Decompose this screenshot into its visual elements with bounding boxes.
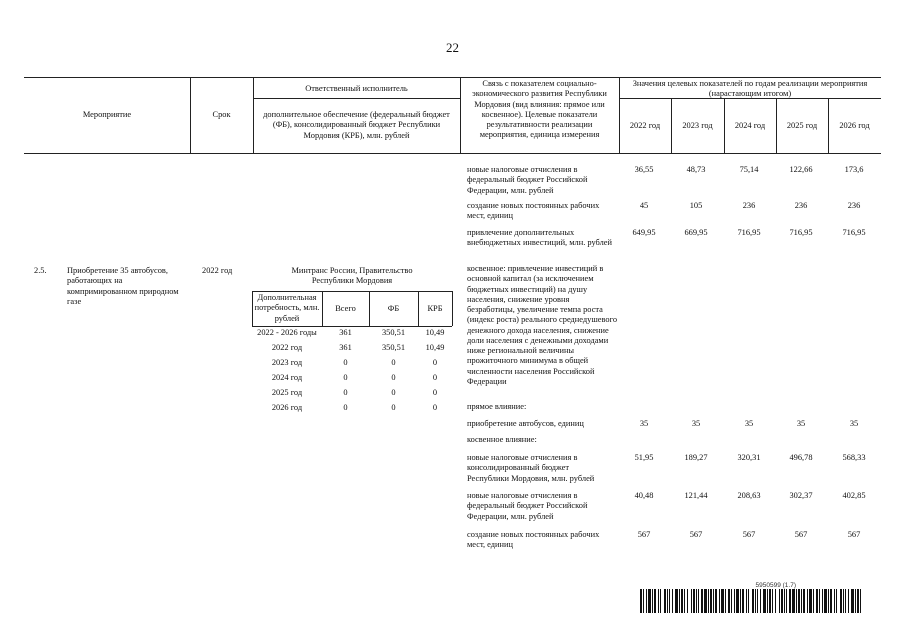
indicator-value-2024: 567 [742, 530, 756, 539]
header-measure: Мероприятие [82, 110, 132, 119]
indicator-value-2022: 40,48 [634, 491, 654, 500]
row-term: 2022 год [202, 266, 233, 275]
indicator-text: косвенное влияние: [467, 435, 537, 444]
indicator-value-2026: 173,6 [844, 165, 864, 174]
indicator-value-2025: 716,95 [789, 228, 813, 237]
fin-row [252, 358, 452, 370]
header-year-2022: 2022 год [629, 121, 661, 130]
fin-table-header-bottom [252, 326, 452, 327]
indicator-value-2023: 48,73 [686, 165, 706, 174]
fin-period: 2024 год [271, 373, 303, 382]
barcode-area [640, 582, 862, 615]
fin-total: 0 [343, 373, 348, 382]
fin-krb: 0 [432, 358, 438, 367]
indicator-value-2026: 35 [849, 419, 859, 428]
row-measure: Приобретение 35 автобусов, работающих на компримированном природном газе [67, 266, 179, 306]
fin-row [252, 328, 452, 340]
fin-col-divider-5 [452, 291, 453, 326]
indicator-text: создание новых постоянных рабочих мест, единиц [467, 201, 600, 221]
indicator-value-2024: 716,95 [737, 228, 761, 237]
fin-total: 0 [343, 358, 348, 367]
indicator-value-2023: 105 [689, 201, 703, 210]
indicator-value-2026: 567 [847, 530, 861, 539]
indicator-text: новые налоговые отчисления в федеральный бюджет Российской Федерации, млн. рублей [467, 165, 588, 195]
header-year-2023: 2023 год [682, 121, 713, 130]
row-number: 2.5. [34, 266, 47, 275]
col-divider-3 [460, 77, 461, 153]
fin-krb: 0 [432, 388, 438, 397]
header-values-title: Значения целевых показателей по годам реализации мероприятия (нарастающим итогом) [632, 79, 868, 99]
indicator-value-2024: 236 [742, 201, 756, 210]
indicator-value-2026: 716,95 [842, 228, 866, 237]
indicator-value-2022: 36,55 [634, 165, 654, 174]
fin-krb: 0 [432, 373, 438, 382]
fin-row [252, 373, 452, 385]
indicator-text: создание новых постоянных рабочих мест, единиц [467, 530, 600, 550]
header-year-2026: 2026 год [839, 121, 870, 130]
indicator-text: прямое влияние: [467, 402, 527, 411]
fin-fb: 0 [391, 388, 396, 397]
responsible-header-divider [253, 98, 460, 99]
indicator-value-2022: 35 [639, 419, 649, 428]
indicator-value-2023: 567 [689, 530, 703, 539]
fin-fb: 0 [391, 403, 396, 412]
indicator-value-2026: 236 [847, 201, 861, 210]
header-term: Срок [212, 110, 231, 119]
fin-row [252, 343, 452, 355]
fin-header-total: Всего [335, 304, 356, 313]
indicator-value-2024: 35 [744, 419, 754, 428]
indicator-value-2022: 567 [637, 530, 651, 539]
indicator-value-2025: 35 [796, 419, 806, 428]
fin-total: 0 [343, 388, 348, 397]
indicator-value-2023: 35 [691, 419, 701, 428]
indicator-value-2024: 320,31 [737, 453, 761, 462]
col-divider-4 [619, 77, 620, 153]
fin-header-fb: ФБ [387, 304, 400, 313]
indicator-value-2023: 121,44 [684, 491, 708, 500]
barcode-number: 5950599 (1.7) [755, 582, 796, 589]
fin-total: 0 [343, 403, 348, 412]
fin-fb: 0 [391, 358, 396, 367]
indicator-value-2022: 45 [639, 201, 649, 210]
header-year-2024: 2024 год [734, 121, 766, 130]
indicator-value-2026: 402,85 [842, 491, 866, 500]
row-responsible: Минтранс России, Правительство Республики Мордовия [291, 266, 413, 286]
page-number: 22 [446, 40, 459, 55]
indicator-value-2025: 496,78 [789, 453, 813, 462]
fin-krb: 0 [432, 403, 438, 412]
barcode-icon [640, 589, 862, 613]
fin-table-top [252, 291, 452, 292]
fin-fb: 350,51 [381, 343, 406, 352]
fin-krb: 10,49 [425, 328, 445, 337]
fin-header-krb: КРБ [427, 304, 443, 313]
table-top-border [24, 77, 881, 78]
indicator-value-2025: 302,37 [789, 491, 813, 500]
fin-period: 2022 год [271, 343, 303, 352]
indicator-value-2023: 669,95 [684, 228, 708, 237]
fin-fb: 0 [391, 373, 396, 382]
indicator-value-2024: 208,63 [737, 491, 761, 500]
fin-row [252, 388, 452, 400]
fin-header-need: Дополнительная потребность, млн. рублей [254, 293, 320, 323]
fin-total: 361 [339, 328, 352, 337]
fin-period: 2022 - 2026 годы [257, 328, 317, 337]
indicator-text: косвенное: привлечение инвестиций в основной капитал (за исключением бюджетных инвестиций) на душу населения, снижение уровня безработицы, увеличение темпа роста (индекс роста) реального среднедушевого денежного дохода населения, снижение доли населения с денежными доходами ниже региональной величины прожиточного минимума в общей численности населения Российской Федерации [467, 264, 618, 386]
indicator-value-2022: 51,95 [634, 453, 654, 462]
indicator-text: приобретение автобусов, единиц [467, 419, 584, 428]
indicator-text: новые налоговые отчисления в федеральный бюджет Российской Федерации, млн. рублей [467, 491, 588, 521]
fin-total: 361 [339, 343, 352, 352]
indicator-text: новые налоговые отчисления в консолидированный бюджет Республики Мордовия, млн. рублей [467, 453, 595, 483]
indicator-text: привлечение дополнительных внебюджетных инвестиций, млн. рублей [467, 228, 612, 248]
indicator-value-2025: 236 [794, 201, 808, 210]
header-year-2025: 2025 год [786, 121, 818, 130]
indicator-value-2022: 649,95 [632, 228, 656, 237]
fin-fb: 350,51 [381, 328, 406, 337]
header-funding: дополнительное обеспечение (федеральный бюджет (ФБ), консолидированный бюджет Республики Мордовия (КРБ), млн. рублей [263, 110, 450, 140]
fin-period: 2025 год [271, 388, 303, 397]
header-bottom-border [24, 153, 881, 154]
fin-period: 2023 год [271, 358, 303, 367]
indicator-value-2026: 568,33 [842, 453, 866, 462]
indicator-value-2023: 189,27 [684, 453, 708, 462]
header-link: Связь с показателем социально-экономического развития Республики Мордовия (вид влияния: прямое или косвенное). Целевые показатели результативности реализации мероприятия, единица измерения [472, 79, 607, 140]
indicator-value-2025: 122,66 [789, 165, 813, 174]
fin-row [252, 403, 452, 415]
indicator-value-2025: 567 [794, 530, 808, 539]
fin-period: 2026 год [271, 403, 303, 412]
indicator-value-2024: 75,14 [739, 165, 759, 174]
header-responsible: Ответственный исполнитель [305, 84, 408, 93]
fin-krb: 10,49 [425, 343, 445, 352]
